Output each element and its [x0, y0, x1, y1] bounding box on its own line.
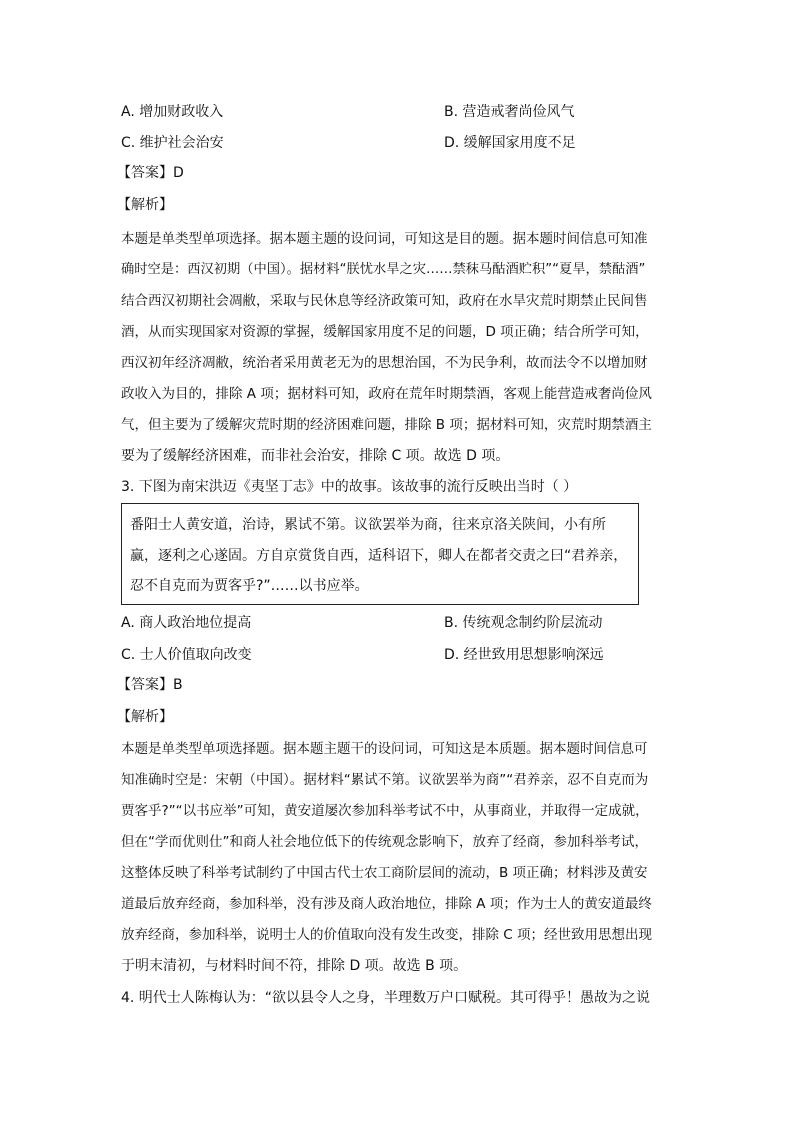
q3-analysis-line: 道最后放弃经商，参加科举，没有涉及商人政治地位，排除 A 项；作为士人的黄安道最终 — [121, 896, 652, 912]
q2-option-b: B. 营造戒奢尚俭风气 — [444, 104, 575, 120]
q3-analysis-line: 但在“学而优则仕”和商人社会地位低下的传统观念影响下，放弃了经商，参加科举考试， — [121, 834, 648, 850]
q3-analysis-line: 这整体反映了科举考试制约了中国古代士农工商阶层间的流动，B 项正确；材料涉及黄安 — [121, 865, 648, 881]
q2-option-c: C. 维护社会治安 — [121, 135, 224, 151]
q4-stem: 4. 明代士人陈梅认为：“欲以县令人之身，半理数万户口赋税。其可得乎！愚故为之说 — [121, 990, 651, 1006]
q3-analysis-line: 放弃经商，参加科举，说明士人的价值取向没有发生改变，排除 C 项；经世致用思想出现 — [121, 927, 653, 943]
q3-option-a: A. 商人政治地位提高 — [121, 615, 252, 631]
q2-option-a: A. 增加财政收入 — [121, 104, 224, 120]
q2-analysis-line: 政收入为目的，排除 A 项；据材料可知，政府在荒年时期禁酒，客观上能营造戒奢尚俭风 — [121, 386, 652, 402]
q2-answer: 【答案】D — [117, 165, 184, 181]
q3-material-line: 赢，逐利之心遂固。方自京赏货自西，适科诏下，卿人在都者交责之曰“君养亲， — [130, 548, 628, 564]
q2-analysis-line: 西汉初年经济凋敝，统治者采用黄老无为的思想治国，不为民争利，故而法令不以增加财 — [121, 355, 648, 371]
q3-answer: 【答案】B — [117, 677, 183, 693]
q3-analysis-line: 于明末清初，与材料时间不符，排除 D 项。故选 B 项。 — [121, 958, 468, 974]
q3-analysis-label: 【解析】 — [117, 709, 173, 725]
q3-analysis-line: 知准确时空是：宋朝（中国）。据材料“累试不第。议欲罢举为商”“君养亲，忍不自克而为 — [121, 772, 649, 788]
q3-option-c: C. 士人价值取向改变 — [121, 647, 252, 663]
q2-option-d: D. 缓解国家用度不足 — [444, 135, 576, 151]
q2-analysis-line: 确时空是：西汉初期（中国）。据材料“朕忧水旱之灾……禁秣马酤酒贮积”“夏旱，禁酤酒” — [121, 262, 646, 277]
q2-analysis-line: 要为了缓解经济困难，而非社会治安，排除 C 项。故选 D 项。 — [121, 448, 510, 464]
q3-analysis-line: 本题是单类型单项选择题。据本题主题干的设问词，可知这是本质题。据本题时间信息可 — [121, 741, 648, 757]
q2-analysis-line: 本题是单类型单项选择。据本题主题的设问词，可知这是目的题。据本题时间信息可知准 — [121, 231, 648, 247]
q3-option-d: D. 经世致用思想影响深远 — [444, 647, 604, 663]
q2-analysis-label: 【解析】 — [117, 197, 173, 213]
q3-analysis-line: 贾客乎?”“以书应举”可知，黄安道屡次参加科举考试不中，从事商业，并取得一定成就， — [121, 803, 649, 819]
q3-option-b: B. 传统观念制约阶层流动 — [444, 615, 603, 631]
q3-material-line: 番阳士人黄安道，治诗，累试不第。议欲罢举为商，往来京洛关陕间，小有所 — [130, 517, 606, 533]
q3-material-line: 忍不自克而为贾客乎?”……以书应举。 — [130, 578, 369, 594]
q3-stem: 3. 下图为南宋洪迈《夷坚丁志》中的故事。该故事的流行反映出当时（ ） — [121, 479, 578, 495]
q2-analysis-line: 结合西汉初期社会凋敝，采取与民休息等经济政策可知，政府在水旱灾荒时期禁止民间售 — [121, 293, 648, 309]
q2-analysis-line: 酒，从而实现国家对资源的掌握，缓解国家用度不足的问题，D 项正确；结合所学可知， — [121, 324, 649, 340]
q2-analysis-line: 气，但主要为了缓解灾荒时期的经济困难问题，排除 B 项；据材料可知，灾荒时期禁酒主 — [121, 417, 652, 433]
q3-material-box — [121, 503, 639, 605]
